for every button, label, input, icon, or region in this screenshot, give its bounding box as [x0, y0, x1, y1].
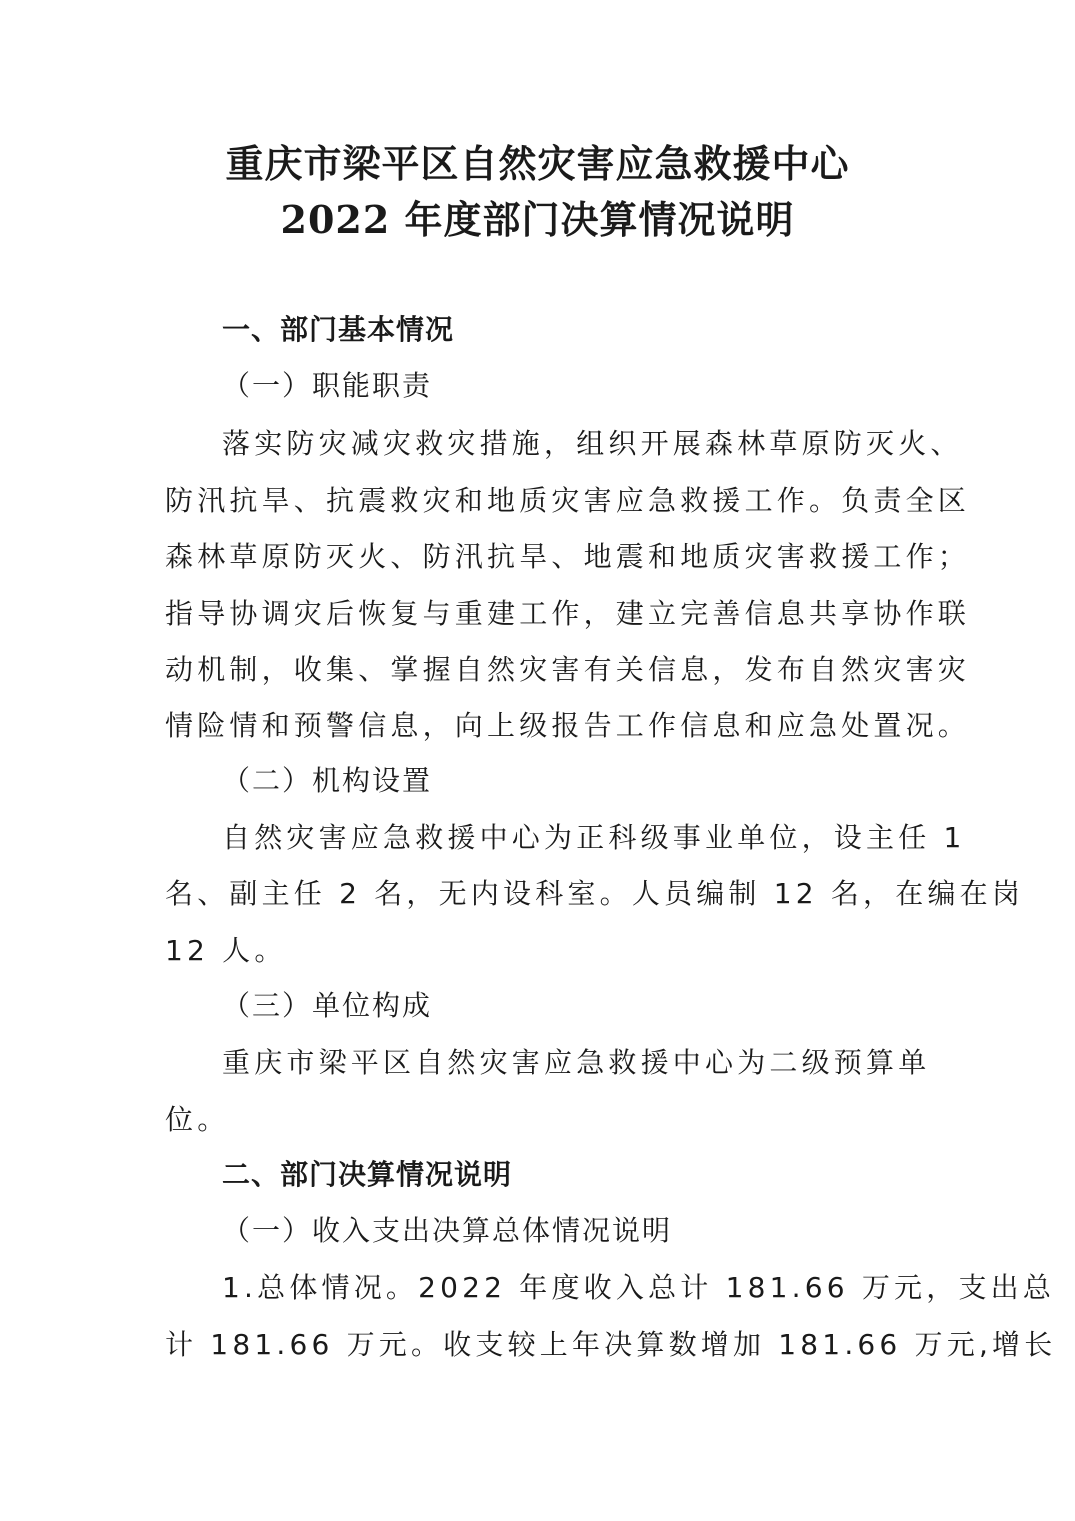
section-heading-final-accounts: 二、部门决算情况说明	[222, 1158, 513, 1191]
paragraph-line: 重庆市梁平区自然灾害应急救援中心为二级预算单	[222, 1046, 931, 1079]
section-heading-basic-info: 一、部门基本情况	[222, 313, 455, 346]
paragraph-line: 名、副主任 2 名，无内设科室。人员编制 12 名，在编在岗	[165, 877, 1025, 910]
paragraph-line: 位。	[165, 1103, 230, 1136]
paragraph-line: 落实防灾减灾救灾措施，组织开展森林草原防灭火、	[222, 427, 963, 460]
paragraph-line: 计 181.66 万元。收支较上年决算数增加 181.66 万元,增长	[165, 1328, 1057, 1361]
subsection-heading-units: （三）单位构成	[222, 989, 433, 1022]
document-title-line-1: 重庆市梁平区自然灾害应急救援中心	[225, 141, 850, 186]
paragraph-line: 森林草原防灭火、防汛抗旱、地震和地质灾害救援工作；	[165, 540, 971, 573]
document-title-line-2: 2022 年度部门决算情况说明	[280, 197, 795, 242]
paragraph-line: 指导协调灾后恢复与重建工作，建立完善信息共享协作联	[165, 597, 971, 630]
paragraph-line: 情险情和预警信息，向上级报告工作信息和应急处置况。	[165, 709, 971, 742]
subsection-heading-income-expenditure: （一）收入支出决算总体情况说明	[222, 1214, 673, 1247]
subsection-heading-duties: （一）职能职责	[222, 369, 433, 402]
paragraph-line: 防汛抗旱、抗震救灾和地质灾害应急救援工作。负责全区	[165, 484, 971, 517]
paragraph-line: 动机制，收集、掌握自然灾害有关信息，发布自然灾害灾	[165, 653, 971, 686]
paragraph-line: 自然灾害应急救援中心为正科级事业单位，设主任 1	[222, 821, 966, 854]
paragraph-line: 1.总体情况。2022 年度收入总计 181.66 万元，支出总	[222, 1271, 1056, 1304]
paragraph-line: 12 人。	[165, 934, 287, 967]
subsection-heading-organization: （二）机构设置	[222, 764, 433, 797]
